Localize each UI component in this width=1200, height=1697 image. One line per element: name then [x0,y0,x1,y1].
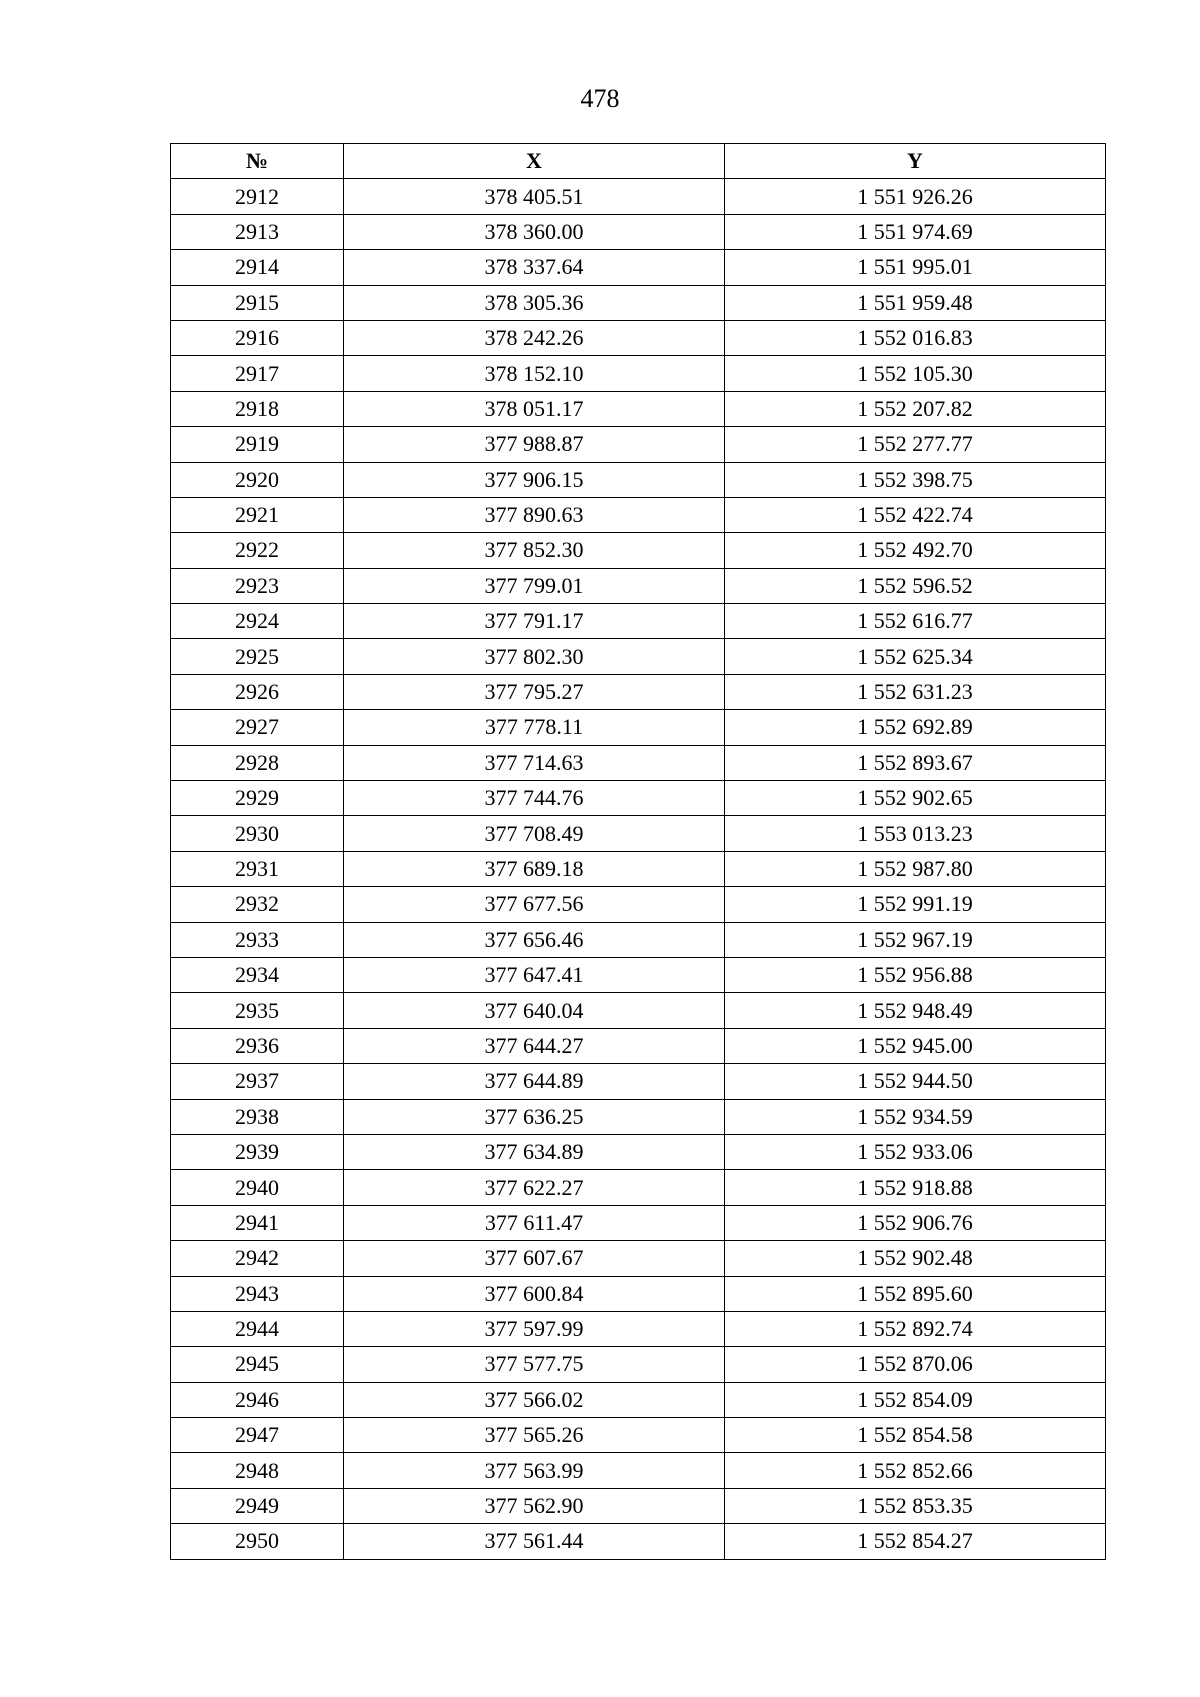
table-row [171,533,1106,568]
point-number-cell: 2922 [171,533,344,568]
y-coordinate-cell: 1 552 918.88 [725,1170,1106,1205]
x-coordinate-cell: 378 242.26 [344,320,725,355]
point-number-cell: 2946 [171,1382,344,1417]
x-coordinate-cell: 377 566.02 [344,1382,725,1417]
y-coordinate-cell: 1 553 013.23 [725,816,1106,851]
x-coordinate-cell: 377 577.75 [344,1347,725,1382]
y-coordinate-cell: 1 552 422.74 [725,497,1106,532]
table-row [171,320,1106,355]
table-row [171,1382,1106,1417]
table-row [171,1453,1106,1488]
table-row [171,250,1106,285]
table-row [171,1099,1106,1134]
point-number-cell: 2944 [171,1311,344,1346]
y-coordinate-cell: 1 552 870.06 [725,1347,1106,1382]
point-number-cell: 2932 [171,887,344,922]
table-row [171,993,1106,1028]
table-row [171,745,1106,780]
table-row [171,497,1106,532]
table-row [171,1170,1106,1205]
point-number-cell: 2912 [171,179,344,214]
header-x: X [344,144,725,179]
y-coordinate-cell: 1 552 398.75 [725,462,1106,497]
x-coordinate-cell: 377 644.89 [344,1064,725,1099]
point-number-cell: 2939 [171,1134,344,1169]
y-coordinate-cell: 1 551 974.69 [725,214,1106,249]
y-coordinate-cell: 1 552 692.89 [725,710,1106,745]
table-row [171,1134,1106,1169]
point-number-cell: 2914 [171,250,344,285]
point-number-cell: 2927 [171,710,344,745]
point-number-cell: 2950 [171,1524,344,1559]
x-coordinate-cell: 377 744.76 [344,781,725,816]
point-number-cell: 2928 [171,745,344,780]
y-coordinate-cell: 1 552 852.66 [725,1453,1106,1488]
x-coordinate-cell: 377 689.18 [344,851,725,886]
point-number-cell: 2929 [171,781,344,816]
y-coordinate-cell: 1 552 987.80 [725,851,1106,886]
y-coordinate-cell: 1 552 895.60 [725,1276,1106,1311]
point-number-cell: 2916 [171,320,344,355]
point-number-cell: 2913 [171,214,344,249]
y-coordinate-cell: 1 552 854.27 [725,1524,1106,1559]
coordinates-table [170,143,1106,1560]
table-header-row [171,144,1106,179]
table-row [171,285,1106,320]
x-coordinate-cell: 377 644.27 [344,1028,725,1063]
table-row [171,391,1106,426]
table-row [171,922,1106,957]
y-coordinate-cell: 1 552 207.82 [725,391,1106,426]
y-coordinate-cell: 1 552 854.09 [725,1382,1106,1417]
table-row [171,1028,1106,1063]
point-number-cell: 2920 [171,462,344,497]
y-coordinate-cell: 1 552 616.77 [725,604,1106,639]
x-coordinate-cell: 378 337.64 [344,250,725,285]
point-number-cell: 2947 [171,1418,344,1453]
x-coordinate-cell: 378 051.17 [344,391,725,426]
x-coordinate-cell: 377 647.41 [344,957,725,992]
table-row [171,604,1106,639]
y-coordinate-cell: 1 551 959.48 [725,285,1106,320]
x-coordinate-cell: 377 611.47 [344,1205,725,1240]
x-coordinate-cell: 377 988.87 [344,427,725,462]
y-coordinate-cell: 1 552 016.83 [725,320,1106,355]
point-number-cell: 2935 [171,993,344,1028]
point-number-cell: 2931 [171,851,344,886]
table-row [171,179,1106,214]
table-row [171,1418,1106,1453]
table-row [171,639,1106,674]
table-row [171,887,1106,922]
x-coordinate-cell: 377 890.63 [344,497,725,532]
x-coordinate-cell: 377 677.56 [344,887,725,922]
table-row [171,1311,1106,1346]
point-number-cell: 2938 [171,1099,344,1134]
x-coordinate-cell: 377 802.30 [344,639,725,674]
x-coordinate-cell: 377 561.44 [344,1524,725,1559]
table-row [171,356,1106,391]
y-coordinate-cell: 1 552 902.48 [725,1241,1106,1276]
y-coordinate-cell: 1 552 631.23 [725,674,1106,709]
x-coordinate-cell: 378 152.10 [344,356,725,391]
point-number-cell: 2941 [171,1205,344,1240]
x-coordinate-cell: 377 565.26 [344,1418,725,1453]
point-number-cell: 2940 [171,1170,344,1205]
y-coordinate-cell: 1 552 892.74 [725,1311,1106,1346]
table-row [171,710,1106,745]
y-coordinate-cell: 1 552 948.49 [725,993,1106,1028]
point-number-cell: 2917 [171,356,344,391]
point-number-cell: 2924 [171,604,344,639]
table-row [171,957,1106,992]
point-number-cell: 2936 [171,1028,344,1063]
y-coordinate-cell: 1 552 854.58 [725,1418,1106,1453]
header-number: № [171,144,344,179]
x-coordinate-cell: 378 360.00 [344,214,725,249]
point-number-cell: 2945 [171,1347,344,1382]
y-coordinate-cell: 1 552 902.65 [725,781,1106,816]
point-number-cell: 2948 [171,1453,344,1488]
y-coordinate-cell: 1 552 853.35 [725,1488,1106,1523]
table-row [171,1064,1106,1099]
x-coordinate-cell: 377 640.04 [344,993,725,1028]
table-row [171,851,1106,886]
table-body [171,179,1106,1559]
table-row [171,781,1106,816]
y-coordinate-cell: 1 552 956.88 [725,957,1106,992]
y-coordinate-cell: 1 552 944.50 [725,1064,1106,1099]
table-row [171,462,1106,497]
y-coordinate-cell: 1 552 933.06 [725,1134,1106,1169]
point-number-cell: 2918 [171,391,344,426]
x-coordinate-cell: 377 634.89 [344,1134,725,1169]
point-number-cell: 2919 [171,427,344,462]
y-coordinate-cell: 1 552 105.30 [725,356,1106,391]
x-coordinate-cell: 377 563.99 [344,1453,725,1488]
point-number-cell: 2921 [171,497,344,532]
x-coordinate-cell: 378 305.36 [344,285,725,320]
point-number-cell: 2925 [171,639,344,674]
y-coordinate-cell: 1 552 277.77 [725,427,1106,462]
y-coordinate-cell: 1 552 492.70 [725,533,1106,568]
x-coordinate-cell: 377 708.49 [344,816,725,851]
x-coordinate-cell: 378 405.51 [344,179,725,214]
x-coordinate-cell: 377 778.11 [344,710,725,745]
x-coordinate-cell: 377 600.84 [344,1276,725,1311]
x-coordinate-cell: 377 597.99 [344,1311,725,1346]
y-coordinate-cell: 1 552 625.34 [725,639,1106,674]
x-coordinate-cell: 377 714.63 [344,745,725,780]
y-coordinate-cell: 1 551 995.01 [725,250,1106,285]
y-coordinate-cell: 1 552 967.19 [725,922,1106,957]
table-row [171,568,1106,603]
point-number-cell: 2943 [171,1276,344,1311]
table-row [171,816,1106,851]
x-coordinate-cell: 377 636.25 [344,1099,725,1134]
y-coordinate-cell: 1 552 906.76 [725,1205,1106,1240]
x-coordinate-cell: 377 852.30 [344,533,725,568]
x-coordinate-cell: 377 562.90 [344,1488,725,1523]
table-row [171,1241,1106,1276]
table-row [171,1488,1106,1523]
x-coordinate-cell: 377 656.46 [344,922,725,957]
x-coordinate-cell: 377 622.27 [344,1170,725,1205]
y-coordinate-cell: 1 552 596.52 [725,568,1106,603]
point-number-cell: 2934 [171,957,344,992]
table-row [171,427,1106,462]
y-coordinate-cell: 1 552 991.19 [725,887,1106,922]
x-coordinate-cell: 377 791.17 [344,604,725,639]
x-coordinate-cell: 377 795.27 [344,674,725,709]
y-coordinate-cell: 1 551 926.26 [725,179,1106,214]
page-number: 478 [580,84,620,113]
y-coordinate-cell: 1 552 945.00 [725,1028,1106,1063]
point-number-cell: 2923 [171,568,344,603]
table-row [171,1347,1106,1382]
table-row [171,1276,1106,1311]
table-row [171,674,1106,709]
point-number-cell: 2942 [171,1241,344,1276]
point-number-cell: 2915 [171,285,344,320]
y-coordinate-cell: 1 552 934.59 [725,1099,1106,1134]
point-number-cell: 2930 [171,816,344,851]
table-row [171,1524,1106,1559]
x-coordinate-cell: 377 906.15 [344,462,725,497]
y-coordinate-cell: 1 552 893.67 [725,745,1106,780]
x-coordinate-cell: 377 799.01 [344,568,725,603]
header-y: Y [725,144,1106,179]
point-number-cell: 2937 [171,1064,344,1099]
point-number-cell: 2926 [171,674,344,709]
x-coordinate-cell: 377 607.67 [344,1241,725,1276]
table-row [171,214,1106,249]
point-number-cell: 2949 [171,1488,344,1523]
table-row [171,1205,1106,1240]
point-number-cell: 2933 [171,922,344,957]
